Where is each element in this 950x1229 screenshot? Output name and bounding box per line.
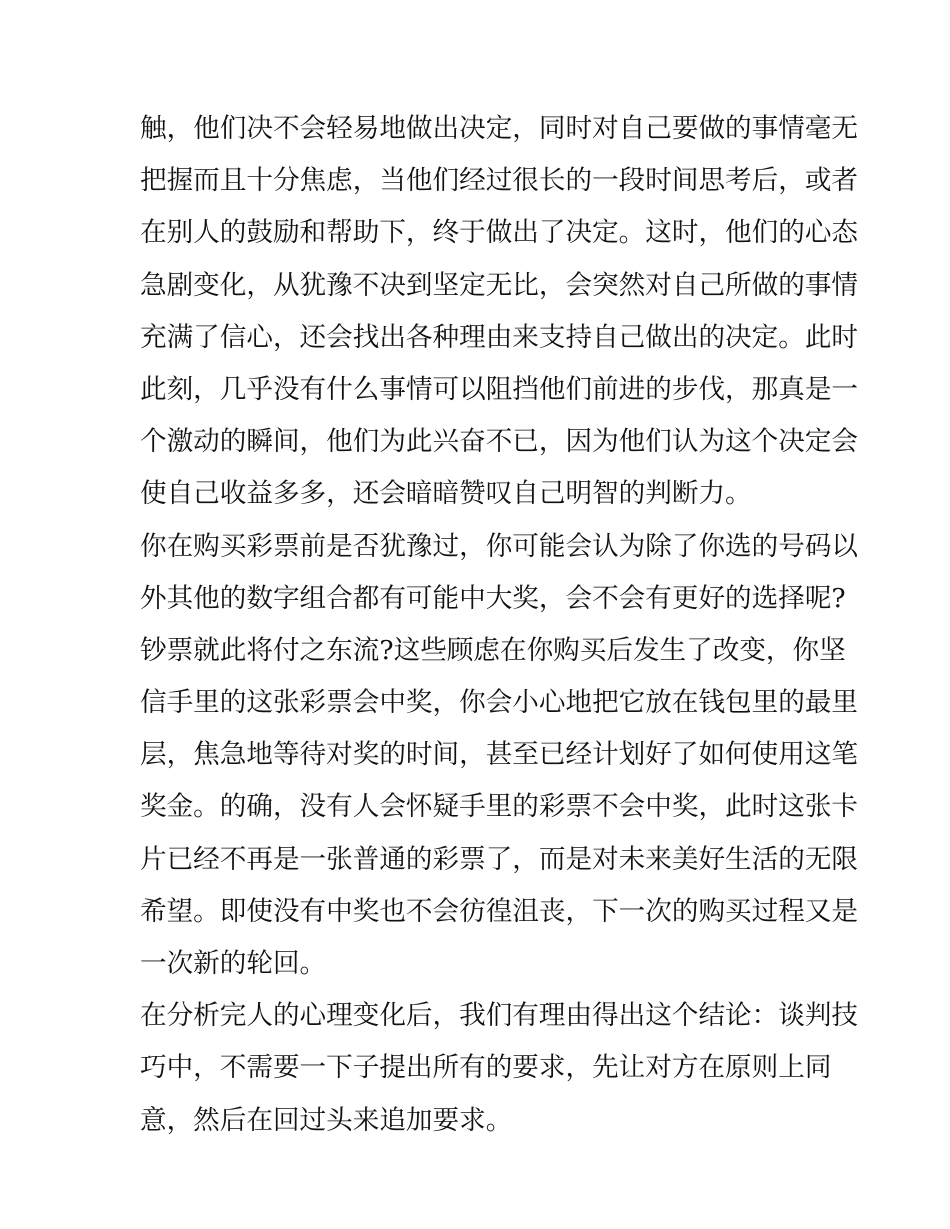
text-line: 充满了信心，还会找出各种理由来支持自己做出的决定。此时 <box>140 321 859 353</box>
text-line: 你在购买彩票前是否犹豫过，你可能会认为除了你选的号码以 <box>140 530 859 562</box>
text-line: 个激动的瞬间，他们为此兴奋不已，因为他们认为这个决定会 <box>140 426 859 458</box>
text-line: 信手里的这张彩票会中奖，你会小心地把它放在钱包里的最里 <box>140 687 859 719</box>
text-line: 钞票就此将付之东流?这些顾虑在你购买后发生了改变，你坚 <box>140 634 846 666</box>
text-line: 希望。即使没有中奖也不会彷徨沮丧，下一次的购买过程又是 <box>140 895 859 927</box>
text-line: 把握而且十分焦虑，当他们经过很长的一段时间思考后，或者 <box>140 165 859 197</box>
text-line: 奖金。的确，没有人会怀疑手里的彩票不会中奖，此时这张卡 <box>140 791 859 823</box>
text-line: 在分析完人的心理变化后，我们有理由得出这个结论：谈判技 <box>140 1000 859 1032</box>
text-line: 使自己收益多多，还会暗暗赞叹自己明智的判断力。 <box>140 478 752 510</box>
text-line: 此刻，几乎没有什么事情可以阻挡他们前进的步伐，那真是一 <box>140 373 859 405</box>
text-line: 一次新的轮回。 <box>140 948 327 979</box>
text-line: 意，然后在回过头来追加要求。 <box>140 1104 513 1136</box>
body-text <box>140 103 859 1147</box>
text-line: 外其他的数字组合都有可能中大奖，会不会有更好的选择呢? <box>140 582 846 614</box>
text-line: 在别人的鼓励和帮助下，终于做出了决定。这时，他们的心态 <box>140 217 859 249</box>
text-line: 层，焦急地等待对奖的时间，甚至已经计划好了如何使用这笔 <box>140 739 859 771</box>
text-line: 片已经不再是一张普通的彩票了，而是对未来美好生活的无限 <box>140 843 859 875</box>
text-line: 触，他们决不会轻易地做出决定，同时对自己要做的事情毫无 <box>140 113 859 144</box>
text-line: 急剧变化，从犹豫不决到坚定无比，会突然对自己所做的事情 <box>140 269 859 301</box>
text-line: 巧中，不需要一下子提出所有的要求，先让对方在原则上同 <box>140 1052 832 1084</box>
